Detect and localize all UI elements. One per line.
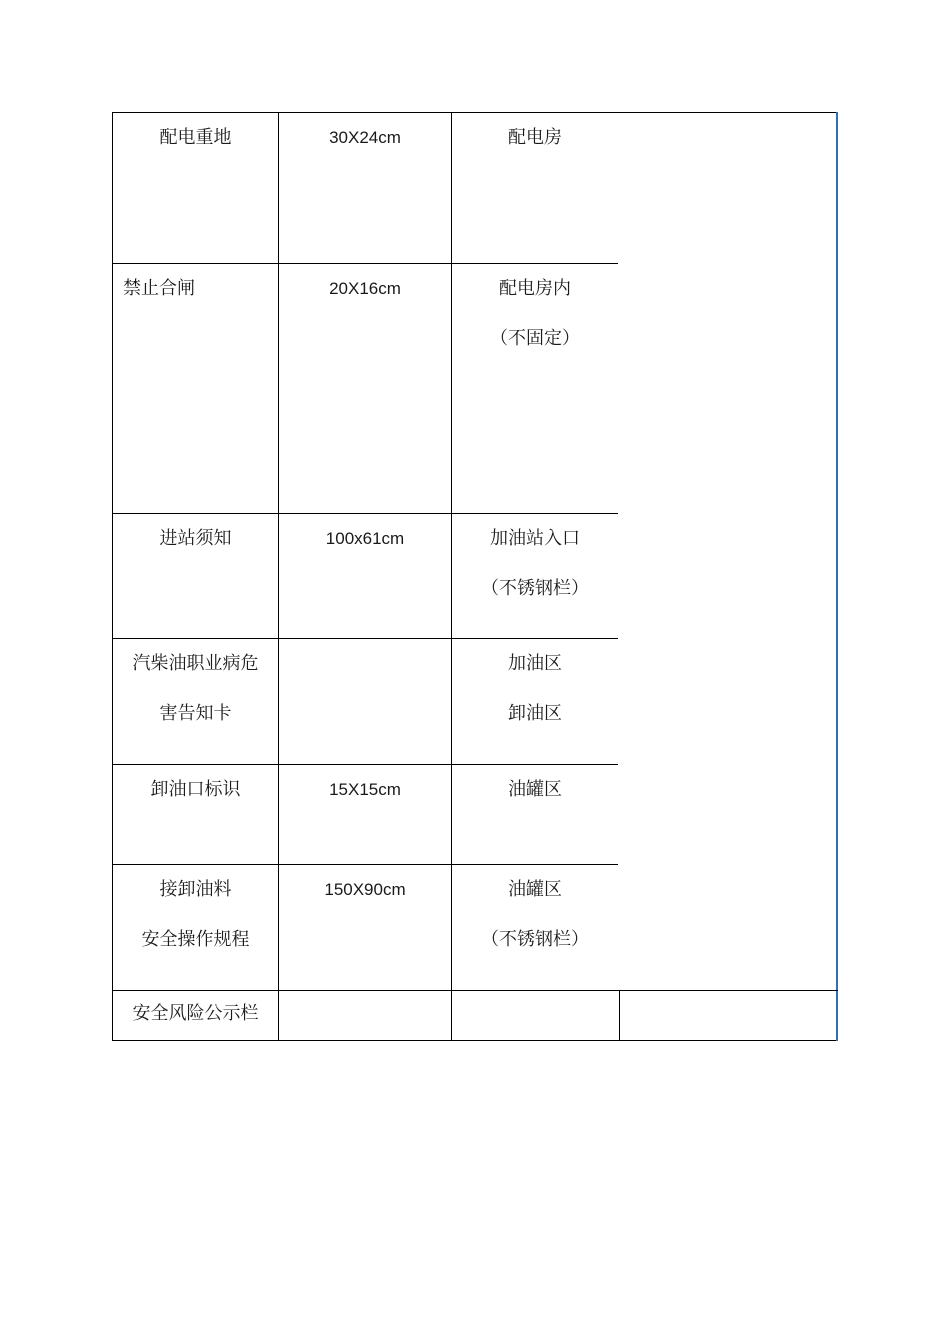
table-row-4-size-cell bbox=[279, 639, 451, 764]
table-row-2-name-cell bbox=[113, 264, 278, 513]
sign-name: 进站须知 bbox=[159, 528, 232, 549]
table-row-7-extra-cell bbox=[620, 991, 836, 1040]
table-row-4-location-cell bbox=[452, 639, 618, 764]
table-row-5-name-cell bbox=[113, 765, 278, 864]
table-row-2-size-cell bbox=[279, 264, 451, 513]
table-row-6-name-cell bbox=[113, 865, 278, 990]
sign-size: 30X24cm bbox=[329, 128, 401, 147]
sign-size: 20X16cm bbox=[329, 279, 401, 298]
table-row-3-size-cell bbox=[279, 514, 451, 638]
table-row-1-location-cell bbox=[452, 113, 618, 263]
sign-location: 配电房 bbox=[508, 127, 562, 148]
table-row-5-size-cell bbox=[279, 765, 451, 864]
sign-location-note: （不锈钢栏） bbox=[481, 578, 589, 599]
sign-location: 油罐区 bbox=[508, 879, 562, 900]
sign-name-line-2: 害告知卡 bbox=[159, 703, 232, 724]
sign-name-line-2: 安全操作规程 bbox=[141, 929, 250, 950]
sign-location-2: 卸油区 bbox=[508, 703, 562, 724]
sign-name: 配电重地 bbox=[159, 127, 232, 148]
table-row-5-location-cell bbox=[452, 765, 618, 864]
sign-location-note: （不固定） bbox=[490, 328, 580, 349]
sign-name-line-1: 汽柴油职业病危 bbox=[132, 653, 259, 674]
table-row-1-size-cell bbox=[279, 113, 451, 263]
table-row-3-name-cell bbox=[113, 514, 278, 638]
sign-name: 卸油口标识 bbox=[150, 779, 241, 800]
table-border-right bbox=[836, 112, 838, 1041]
sign-location-note: （不锈钢栏） bbox=[481, 929, 589, 950]
table-row-7-location-cell bbox=[452, 991, 619, 1040]
sign-location: 加油站入口 bbox=[490, 528, 580, 549]
sign-name-line-1: 接卸油料 bbox=[159, 879, 232, 900]
table-row-3-location-cell bbox=[452, 514, 618, 638]
sign-size: 100x61cm bbox=[325, 529, 405, 548]
table-row-1-name-cell bbox=[113, 113, 278, 263]
table-row-2-location-cell bbox=[452, 264, 618, 513]
table-row-7-size-cell bbox=[279, 991, 451, 1040]
sign-name: 禁止合闸 bbox=[123, 278, 195, 299]
sign-size: 150X90cm bbox=[324, 880, 406, 899]
table-row-7-name-cell bbox=[113, 991, 278, 1040]
sign-location: 加油区 bbox=[508, 653, 562, 674]
sign-location: 油罐区 bbox=[508, 779, 562, 800]
sign-location: 配电房内 bbox=[499, 278, 571, 299]
table-row-4-name-cell bbox=[113, 639, 278, 764]
table-border-bottom bbox=[112, 1040, 838, 1041]
table-row-6-size-cell bbox=[279, 865, 451, 990]
sign-size: 15X15cm bbox=[329, 780, 401, 799]
sign-name: 安全风险公示栏 bbox=[132, 1003, 259, 1024]
table-row-6-location-cell bbox=[452, 865, 618, 990]
